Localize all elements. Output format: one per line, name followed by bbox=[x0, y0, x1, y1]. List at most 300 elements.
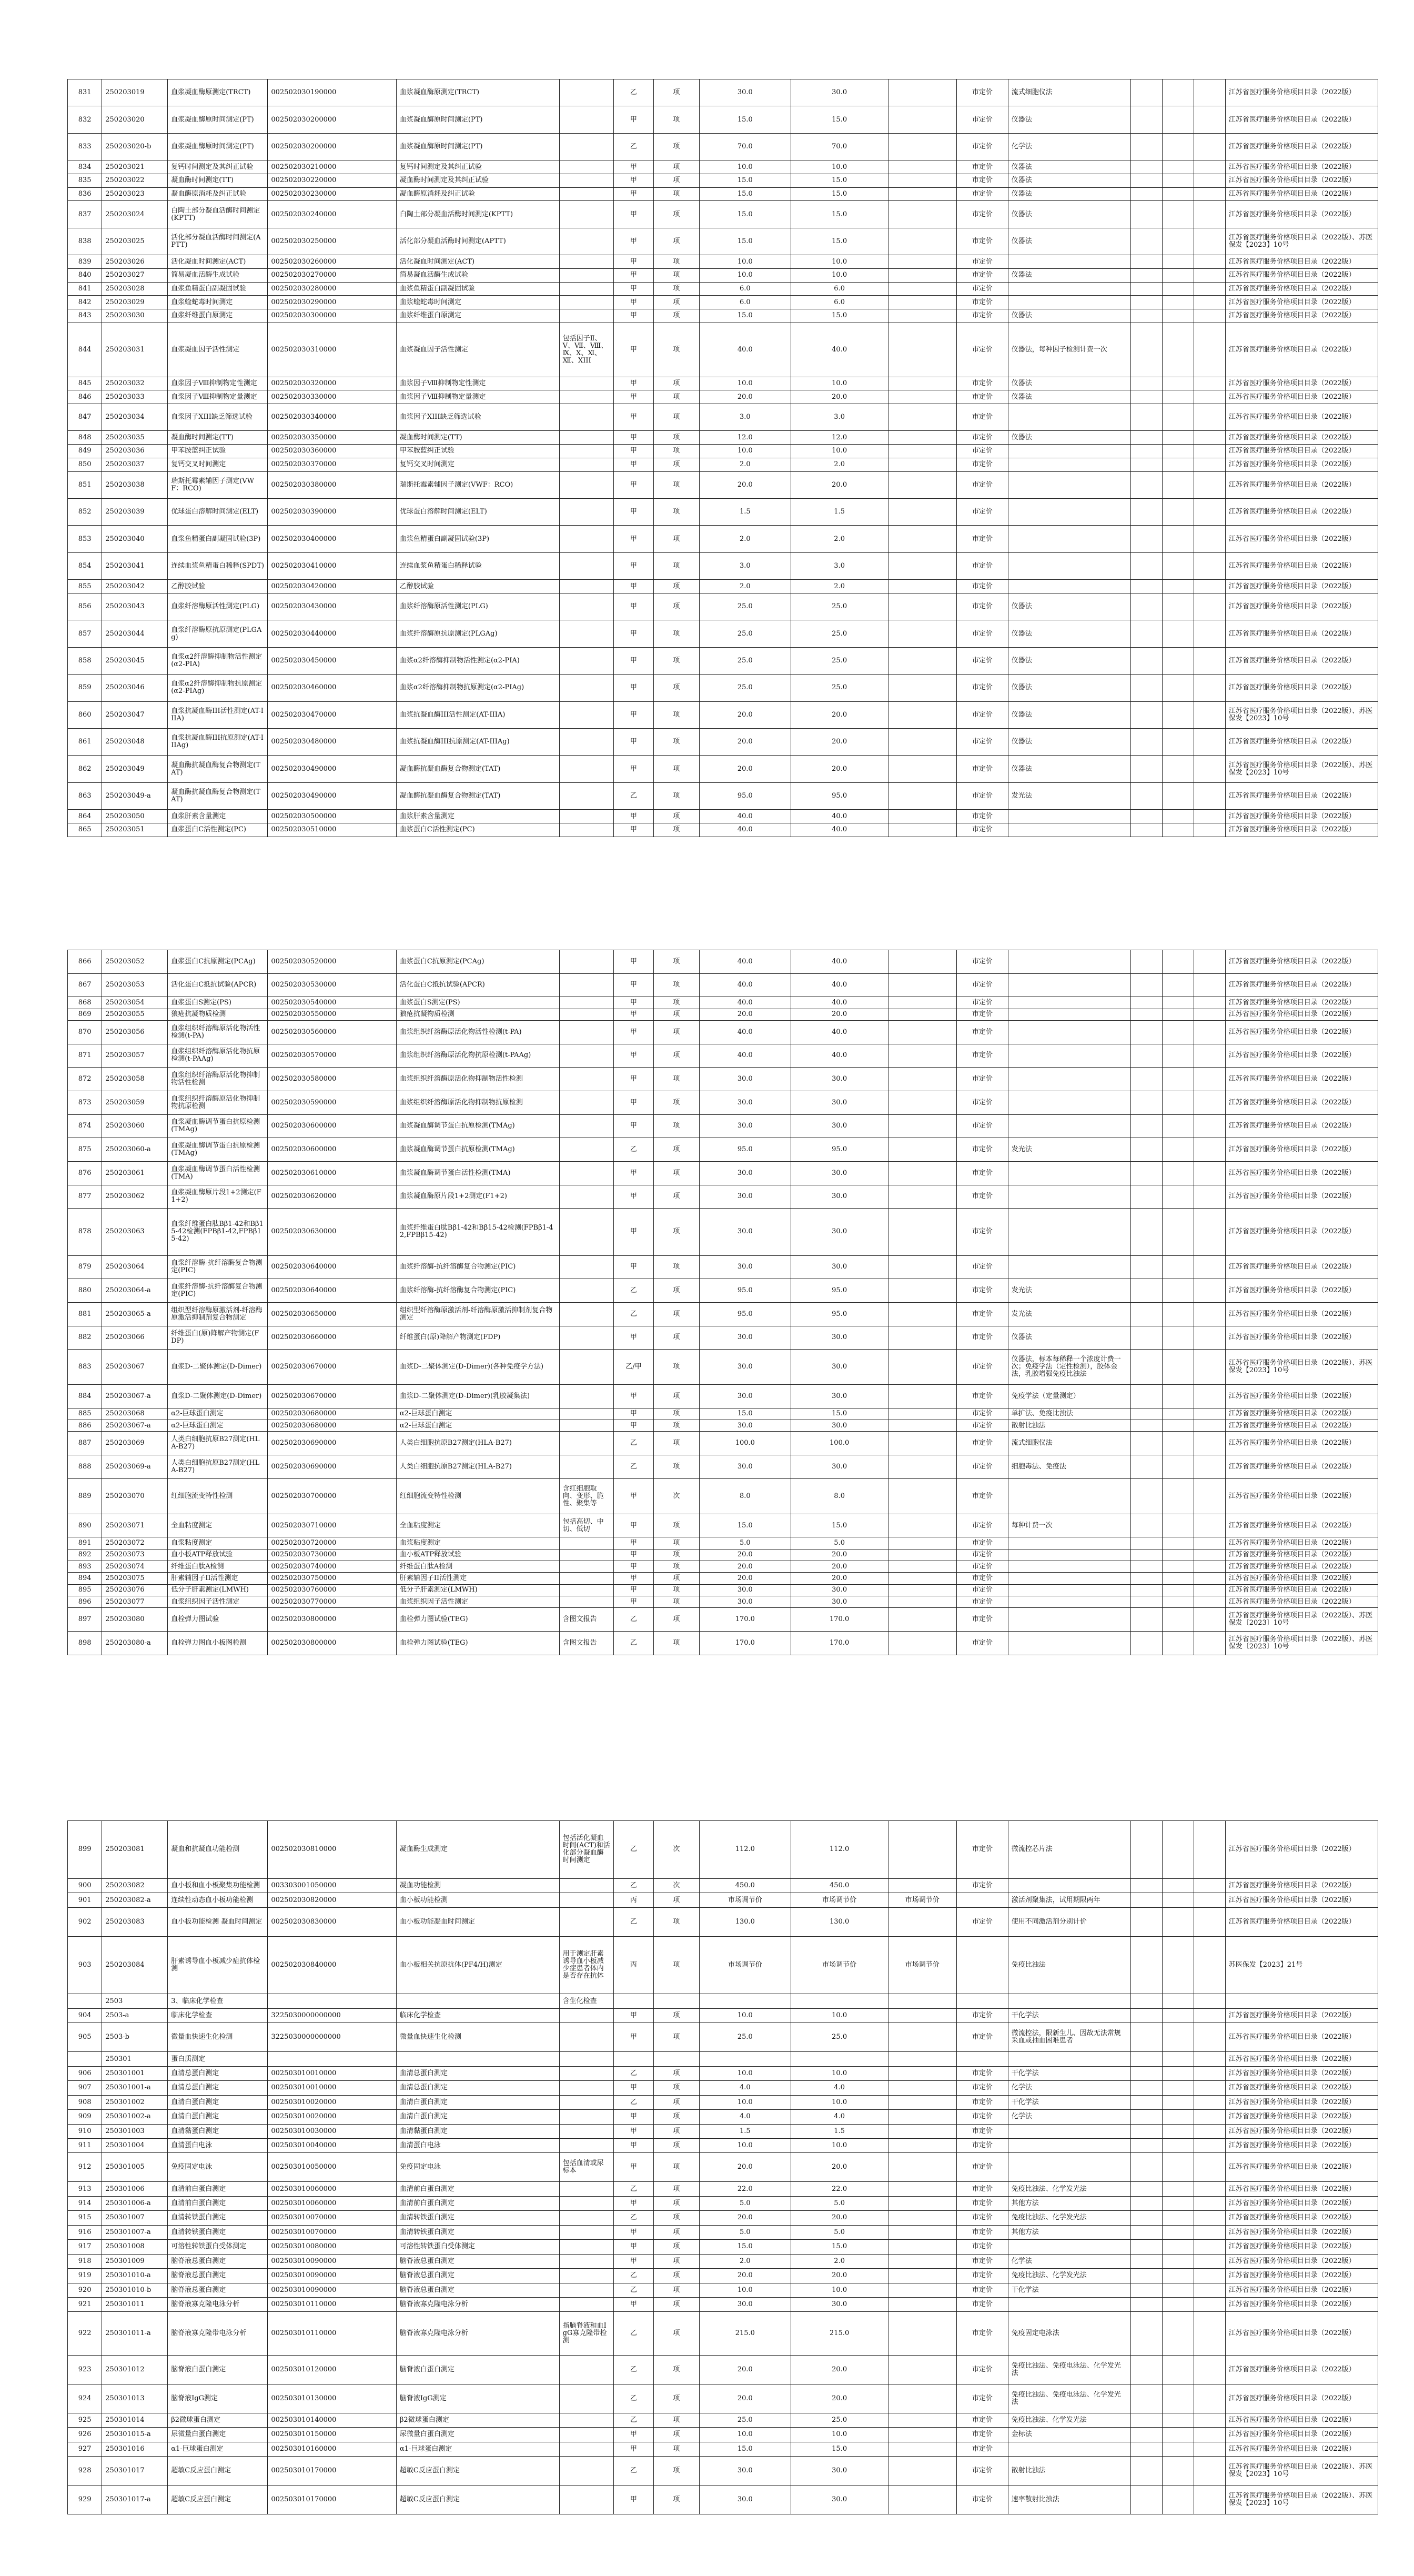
table-row bbox=[68, 282, 1378, 296]
table-cell: 甲 bbox=[613, 1420, 653, 1432]
table-cell: 912 bbox=[68, 2153, 102, 2182]
table-row bbox=[68, 1936, 1378, 1994]
table-cell bbox=[888, 1537, 956, 1549]
table-cell bbox=[1163, 2008, 1194, 2022]
table-cell: 血浆凝血酶原时间测定(PT) bbox=[168, 106, 268, 133]
table-cell: 市定价 bbox=[956, 2095, 1008, 2109]
table-cell: 30.0 bbox=[699, 1584, 791, 1596]
table-cell: 10.0 bbox=[791, 2066, 888, 2080]
table-cell bbox=[888, 1138, 956, 1162]
table-cell: 892 bbox=[68, 1549, 102, 1561]
table-cell: 837 bbox=[68, 201, 102, 228]
table-cell: 血栓弹力图血小板图检测 bbox=[168, 1632, 268, 1655]
table-cell: 干化学法 bbox=[1008, 2066, 1131, 2080]
table-cell bbox=[1163, 268, 1194, 282]
table-cell bbox=[1008, 1537, 1131, 1549]
table-cell: α1-巨球蛋白测定 bbox=[396, 2442, 559, 2456]
table-cell: 细胞毒法、免疫法 bbox=[1008, 1455, 1131, 1479]
table-cell: 乙 bbox=[613, 1878, 653, 1893]
table-cell bbox=[791, 1994, 888, 2008]
table-cell: 30.0 bbox=[791, 1161, 888, 1185]
table-cell bbox=[1163, 526, 1194, 552]
table-cell bbox=[1194, 1185, 1225, 1209]
table-cell: 002502030310000 bbox=[268, 323, 397, 377]
table-cell: 血浆鱼精蛋白副凝固试验(3P) bbox=[396, 526, 559, 552]
table-cell: 乙 bbox=[613, 2211, 653, 2225]
table-cell bbox=[559, 2139, 613, 2153]
table-cell: 江苏省医疗服务价格项目目录（2022版） bbox=[1225, 1020, 1378, 1044]
table-cell: 血浆凝血酶调节蛋白抗原检测(TMAg) bbox=[168, 1114, 268, 1138]
table-cell: 脑脊液白蛋白测定 bbox=[396, 2355, 559, 2384]
table-cell: 112.0 bbox=[791, 1821, 888, 1879]
table-cell bbox=[888, 390, 956, 404]
table-cell bbox=[559, 1068, 613, 1091]
table-cell: 乙 bbox=[613, 2066, 653, 2080]
table-cell: 甲 bbox=[613, 823, 653, 837]
table-cell bbox=[559, 1009, 613, 1020]
table-cell bbox=[1131, 79, 1163, 106]
table-cell: 40.0 bbox=[699, 1044, 791, 1068]
table-cell bbox=[559, 1537, 613, 1549]
table-cell bbox=[888, 1068, 956, 1091]
table-cell: 870 bbox=[68, 1020, 102, 1044]
table-cell: 江苏省医疗服务价格项目目录（2022版） bbox=[1225, 2095, 1378, 2109]
table-cell: 250203066 bbox=[102, 1326, 168, 1350]
table-cell bbox=[1194, 782, 1225, 809]
table-cell: 市定价 bbox=[956, 2196, 1008, 2210]
table-cell bbox=[1163, 580, 1194, 593]
table-cell: 微流控法，限新生儿、因故无法常规采血或抽血困难患者 bbox=[1008, 2023, 1131, 2052]
table-cell: 25.0 bbox=[699, 620, 791, 647]
table-cell bbox=[699, 2052, 791, 2066]
table-cell: 40.0 bbox=[791, 323, 888, 377]
table-cell: 20.0 bbox=[791, 729, 888, 756]
table-cell: 002502030620000 bbox=[268, 1185, 397, 1209]
table-cell: 5.0 bbox=[699, 1537, 791, 1549]
table-cell: 江苏省医疗服务价格项目目录（2022版） bbox=[1225, 174, 1378, 187]
table-cell: 项 bbox=[653, 1408, 699, 1420]
table-cell: 血小板ATP释放试验 bbox=[396, 1549, 559, 1561]
table-cell: 项 bbox=[653, 2095, 699, 2109]
table-cell: 15.0 bbox=[699, 174, 791, 187]
table-cell: 250301005 bbox=[102, 2153, 168, 2182]
table-cell: 项 bbox=[653, 404, 699, 431]
table-cell: 002502030250000 bbox=[268, 228, 397, 255]
table-cell: 002502030480000 bbox=[268, 729, 397, 756]
table-cell bbox=[1194, 404, 1225, 431]
table-cell bbox=[559, 997, 613, 1009]
table-cell: 市场调节价 bbox=[699, 1893, 791, 1907]
table-cell: 市定价 bbox=[956, 2312, 1008, 2355]
table-cell: 江苏省医疗服务价格项目目录（2022版）、苏医保发【2023】10号 bbox=[1225, 228, 1378, 255]
table-cell: 40.0 bbox=[791, 950, 888, 974]
table-cell: 市定价 bbox=[956, 2124, 1008, 2138]
table-cell: 250203067-a bbox=[102, 1420, 168, 1432]
table-cell: 15.0 bbox=[699, 1408, 791, 1420]
table-cell: 2503-b bbox=[102, 2023, 168, 2052]
table-cell: 江苏省医疗服务价格项目目录（2022版） bbox=[1225, 201, 1378, 228]
table-cell: 4.0 bbox=[699, 2110, 791, 2124]
table-cell: 888 bbox=[68, 1455, 102, 1479]
table-cell bbox=[1194, 1279, 1225, 1303]
table-cell bbox=[1163, 2081, 1194, 2095]
table-cell bbox=[559, 1091, 613, 1114]
table-cell bbox=[559, 2023, 613, 2052]
table-cell: 江苏省医疗服务价格项目目录（2022版） bbox=[1225, 1185, 1378, 1209]
table-cell bbox=[1194, 2066, 1225, 2080]
table-cell bbox=[1163, 2312, 1194, 2355]
table-cell: 项 bbox=[653, 1326, 699, 1350]
table-cell: 脑脊液寡克隆带电泳分析 bbox=[168, 2312, 268, 2355]
table-cell bbox=[1163, 323, 1194, 377]
table-cell bbox=[559, 1302, 613, 1326]
table-cell: 仪器法 bbox=[1008, 228, 1131, 255]
table-cell: 血浆粘度测定 bbox=[396, 1537, 559, 1549]
table-cell bbox=[888, 445, 956, 458]
table-cell: 002503010070000 bbox=[268, 2225, 397, 2239]
table-row bbox=[68, 1994, 1378, 2008]
table-cell bbox=[1163, 973, 1194, 997]
table-cell bbox=[559, 1455, 613, 1479]
table-cell: 江苏省医疗服务价格项目目录（2022版） bbox=[1225, 950, 1378, 974]
table-cell: 甲 bbox=[613, 1408, 653, 1420]
table-row bbox=[68, 471, 1378, 498]
table-cell: 20.0 bbox=[791, 756, 888, 782]
table-cell: 丙 bbox=[613, 1936, 653, 1994]
table-cell: 002502030800000 bbox=[268, 1608, 397, 1632]
table-cell: 15.0 bbox=[791, 201, 888, 228]
table-cell: 仪器法 bbox=[1008, 390, 1131, 404]
table-cell: 40.0 bbox=[791, 973, 888, 997]
table-cell: 血浆纤溶酶原活性测定(PLG) bbox=[168, 593, 268, 620]
table-cell bbox=[396, 1994, 559, 2008]
table-cell: 002502030470000 bbox=[268, 701, 397, 728]
table-cell: 项 bbox=[653, 823, 699, 837]
table-cell bbox=[888, 1432, 956, 1455]
table-cell bbox=[888, 2052, 956, 2066]
table-cell: 15.0 bbox=[791, 309, 888, 323]
price-table-page-1 bbox=[67, 79, 1378, 837]
table-cell bbox=[559, 950, 613, 974]
table-cell: 血清蛋白电泳 bbox=[396, 2139, 559, 2153]
table-cell bbox=[559, 296, 613, 309]
table-cell: 15.0 bbox=[791, 106, 888, 133]
table-cell bbox=[1131, 2413, 1163, 2427]
table-cell: 项 bbox=[653, 810, 699, 823]
table-cell: 江苏省医疗服务价格项目目录（2022版） bbox=[1225, 1326, 1378, 1350]
table-cell bbox=[1194, 2269, 1225, 2283]
table-cell: 002502030560000 bbox=[268, 1020, 397, 1044]
table-cell: 002503010070000 bbox=[268, 2211, 397, 2225]
table-cell: 甲 bbox=[613, 1255, 653, 1279]
table-cell bbox=[1194, 701, 1225, 728]
table-cell bbox=[268, 2052, 397, 2066]
table-cell: 甲 bbox=[613, 1537, 653, 1549]
table-cell: 002502030420000 bbox=[268, 580, 397, 593]
table-cell: 血浆α2纤溶酶抑制物抗原测定(α2-PIAg) bbox=[396, 675, 559, 701]
table-cell bbox=[699, 1994, 791, 2008]
table-cell: 250203050 bbox=[102, 810, 168, 823]
table-cell: 市定价 bbox=[956, 2297, 1008, 2311]
table-cell: 项 bbox=[653, 2023, 699, 2052]
table-cell: 15.0 bbox=[791, 174, 888, 187]
table-cell: 低分子肝素测定(LMWH) bbox=[168, 1584, 268, 1596]
table-cell bbox=[888, 2283, 956, 2297]
table-cell: 002503010090000 bbox=[268, 2269, 397, 2283]
table-cell: 单扩法、免疫比浊法 bbox=[1008, 1408, 1131, 1420]
table-cell bbox=[1194, 2312, 1225, 2355]
table-cell: 低分子肝素测定(LMWH) bbox=[396, 1584, 559, 1596]
table-cell bbox=[1194, 1478, 1225, 1514]
table-cell: 002502030230000 bbox=[268, 187, 397, 201]
table-cell: 921 bbox=[68, 2297, 102, 2311]
table-cell: 250203042 bbox=[102, 580, 168, 593]
table-cell: 血浆蛋白C活性测定(PC) bbox=[168, 823, 268, 837]
table-cell: 855 bbox=[68, 580, 102, 593]
table-cell: 仪器法 bbox=[1008, 160, 1131, 174]
table-cell bbox=[1131, 1209, 1163, 1255]
table-cell: 项 bbox=[653, 1068, 699, 1091]
table-cell bbox=[1194, 1068, 1225, 1091]
table-cell: 甲 bbox=[613, 2428, 653, 2442]
table-cell bbox=[559, 2240, 613, 2254]
table-cell: 250203049 bbox=[102, 756, 168, 782]
table-cell: 血浆凝血酶调节蛋白抗原检测(TMAg) bbox=[396, 1138, 559, 1162]
table-cell bbox=[559, 1596, 613, 1608]
table-cell: 项 bbox=[653, 526, 699, 552]
table-cell bbox=[559, 580, 613, 593]
table-cell: 002502030700000 bbox=[268, 1478, 397, 1514]
table-cell: 脑脊液总蛋白测定 bbox=[168, 2283, 268, 2297]
table-cell: 江苏省医疗服务价格项目目录（2022版） bbox=[1225, 1209, 1378, 1255]
table-cell: 项 bbox=[653, 2211, 699, 2225]
table-cell: 市定价 bbox=[956, 2081, 1008, 2095]
table-cell bbox=[1194, 1009, 1225, 1020]
table-cell: 市定价 bbox=[956, 201, 1008, 228]
table-cell: 市定价 bbox=[956, 1514, 1008, 1537]
table-cell bbox=[559, 729, 613, 756]
table-cell bbox=[559, 1878, 613, 1893]
table-cell: 002503010080000 bbox=[268, 2240, 397, 2254]
table-cell bbox=[1131, 1632, 1163, 1655]
table-cell: 连续血浆鱼精蛋白稀释试验 bbox=[396, 552, 559, 579]
table-cell bbox=[1008, 404, 1131, 431]
table-cell: α2-巨球蛋白测定 bbox=[396, 1408, 559, 1420]
table-row bbox=[68, 255, 1378, 269]
table-cell: 项 bbox=[653, 1302, 699, 1326]
table-cell bbox=[1163, 1907, 1194, 1936]
table-cell bbox=[559, 2052, 613, 2066]
table-cell: 血浆蛋白C抗原测定(PCAg) bbox=[168, 950, 268, 974]
table-cell: 30.0 bbox=[699, 1350, 791, 1385]
table-cell bbox=[1194, 1114, 1225, 1138]
table-cell: 项 bbox=[653, 2081, 699, 2095]
table-cell: 项 bbox=[653, 2182, 699, 2196]
table-cell: 836 bbox=[68, 187, 102, 201]
table-cell: 江苏省医疗服务价格项目目录（2022版） bbox=[1225, 2384, 1378, 2413]
table-cell: 甲 bbox=[613, 1020, 653, 1044]
table-cell: 859 bbox=[68, 675, 102, 701]
table-cell bbox=[888, 404, 956, 431]
table-cell: 免疫比浊法、化学发光法 bbox=[1008, 2182, 1131, 2196]
table-cell: 95.0 bbox=[791, 1302, 888, 1326]
table-cell bbox=[1194, 2442, 1225, 2456]
table-cell: 瑞斯托霉素辅因子测定(VWF：RCO) bbox=[168, 471, 268, 498]
table-cell: 血清前白蛋白测定 bbox=[396, 2196, 559, 2210]
table-cell: 甲 bbox=[613, 2139, 653, 2153]
table-cell: 江苏省医疗服务价格项目目录（2022版）、苏医保发〔2023〕10号 bbox=[1225, 1608, 1378, 1632]
table-cell bbox=[888, 552, 956, 579]
table-cell bbox=[1163, 552, 1194, 579]
table-cell: 30.0 bbox=[699, 2485, 791, 2514]
table-cell bbox=[1131, 1608, 1163, 1632]
table-cell bbox=[1008, 1573, 1131, 1584]
table-cell: 甲 bbox=[613, 282, 653, 296]
table-cell: 乙 bbox=[613, 2312, 653, 2355]
table-cell bbox=[1163, 1138, 1194, 1162]
table-cell: 市定价 bbox=[956, 296, 1008, 309]
table-cell: 项 bbox=[653, 2297, 699, 2311]
table-cell: 002502030270000 bbox=[268, 268, 397, 282]
table-cell bbox=[1131, 1878, 1163, 1893]
table-cell: 仪器法 bbox=[1008, 187, 1131, 201]
table-cell: 甲 bbox=[613, 309, 653, 323]
table-cell: 20.0 bbox=[791, 1549, 888, 1561]
table-cell: 脑脊液IgG测定 bbox=[396, 2384, 559, 2413]
table-cell bbox=[1163, 2240, 1194, 2254]
table-cell bbox=[1194, 2139, 1225, 2153]
table-cell bbox=[1163, 620, 1194, 647]
table-cell: 002502030720000 bbox=[268, 1537, 397, 1549]
table-cell bbox=[613, 1994, 653, 2008]
table-cell: 项 bbox=[653, 580, 699, 593]
table-cell: 250301015-a bbox=[102, 2428, 168, 2442]
table-cell bbox=[1163, 187, 1194, 201]
table-cell bbox=[1008, 973, 1131, 997]
table-cell bbox=[1008, 2297, 1131, 2311]
table-cell: 5.0 bbox=[699, 2196, 791, 2210]
table-cell: 250203039 bbox=[102, 498, 168, 525]
table-cell: 江苏省医疗服务价格项目目录（2022版） bbox=[1225, 2442, 1378, 2456]
table-row bbox=[68, 2442, 1378, 2456]
table-cell: 3.0 bbox=[791, 552, 888, 579]
table-cell: 250203020 bbox=[102, 106, 168, 133]
table-cell: 市定价 bbox=[956, 2384, 1008, 2413]
table-cell bbox=[888, 1632, 956, 1655]
table-cell: 甲 bbox=[613, 2124, 653, 2138]
table-cell: β2微球蛋白测定 bbox=[396, 2413, 559, 2427]
table-cell: 项 bbox=[653, 2240, 699, 2254]
table-cell bbox=[888, 2008, 956, 2022]
table-cell: 可溶性转铁蛋白受体测定 bbox=[396, 2240, 559, 2254]
table-cell: 江苏省医疗服务价格项目目录（2022版） bbox=[1225, 296, 1378, 309]
table-cell: 市定价 bbox=[956, 1596, 1008, 1608]
table-cell bbox=[1194, 620, 1225, 647]
table-cell: 江苏省医疗服务价格项目目录（2022版） bbox=[1225, 1596, 1378, 1608]
table-cell: 江苏省医疗服务价格项目目录（2022版）、苏医保发【2023】10号 bbox=[1225, 701, 1378, 728]
table-cell: 血清转铁蛋白测定 bbox=[396, 2211, 559, 2225]
table-cell bbox=[1131, 2269, 1163, 2283]
table-cell bbox=[1194, 1326, 1225, 1350]
table-cell bbox=[559, 458, 613, 471]
table-cell: 其他方法 bbox=[1008, 2196, 1131, 2210]
table-cell: 887 bbox=[68, 1432, 102, 1455]
table-cell: 项 bbox=[653, 498, 699, 525]
table-row bbox=[68, 2225, 1378, 2239]
table-cell: 甲 bbox=[613, 2254, 653, 2268]
table-cell: 活化凝血时间测定(ACT) bbox=[396, 255, 559, 269]
table-cell: 江苏省医疗服务价格项目目录（2022版）、苏医保发〔2023〕10号 bbox=[1225, 1632, 1378, 1655]
table-cell: 市定价 bbox=[956, 997, 1008, 1009]
table-cell bbox=[1163, 2182, 1194, 2196]
table-row bbox=[68, 1068, 1378, 1091]
table-cell bbox=[1194, 593, 1225, 620]
table-cell: 852 bbox=[68, 498, 102, 525]
table-cell: 914 bbox=[68, 2196, 102, 2210]
table-cell bbox=[1194, 1573, 1225, 1584]
table-cell: 血浆组织因子活性测定 bbox=[396, 1596, 559, 1608]
table-cell bbox=[1194, 2124, 1225, 2138]
table-cell bbox=[888, 1455, 956, 1479]
table-cell: 乙 bbox=[613, 133, 653, 160]
table-cell: 895 bbox=[68, 1584, 102, 1596]
table-cell: 10.0 bbox=[791, 2283, 888, 2297]
table-cell: 红细胞流变特性检测 bbox=[396, 1478, 559, 1514]
table-cell: 市定价 bbox=[956, 268, 1008, 282]
table-cell bbox=[1131, 404, 1163, 431]
table-cell: 20.0 bbox=[699, 1549, 791, 1561]
table-cell: 002502030220000 bbox=[268, 174, 397, 187]
table-cell: 项 bbox=[653, 2283, 699, 2297]
table-cell bbox=[888, 950, 956, 974]
table-cell bbox=[1131, 675, 1163, 701]
table-cell: 250203076 bbox=[102, 1584, 168, 1596]
table-cell: 血浆D-二聚体测定(D-Dimer) bbox=[168, 1385, 268, 1408]
table-cell bbox=[1008, 1068, 1131, 1091]
table-cell: 发光法 bbox=[1008, 1138, 1131, 1162]
table-cell: 20.0 bbox=[699, 2153, 791, 2182]
table-cell: 250301007-a bbox=[102, 2225, 168, 2239]
table-cell: 甲 bbox=[613, 2442, 653, 2456]
table-cell: 20.0 bbox=[699, 2211, 791, 2225]
table-cell bbox=[1008, 580, 1131, 593]
table-cell: 002502030590000 bbox=[268, 1091, 397, 1114]
table-cell bbox=[1194, 498, 1225, 525]
table-cell bbox=[1194, 1044, 1225, 1068]
table-cell: 市定价 bbox=[956, 1068, 1008, 1091]
table-cell: 血浆纤溶酶原抗原测定(PLGAg) bbox=[168, 620, 268, 647]
table-cell bbox=[1131, 1584, 1163, 1596]
table-cell bbox=[1131, 268, 1163, 282]
table-cell: 20.0 bbox=[791, 2269, 888, 2283]
table-cell: 250203080 bbox=[102, 1608, 168, 1632]
table-cell: 项 bbox=[653, 729, 699, 756]
table-cell: 878 bbox=[68, 1209, 102, 1255]
table-cell: 250301016 bbox=[102, 2442, 168, 2456]
table-cell: 次 bbox=[653, 1878, 699, 1893]
table-cell bbox=[1194, 201, 1225, 228]
table-cell bbox=[1163, 2124, 1194, 2138]
table-cell: 项 bbox=[653, 390, 699, 404]
table-cell: 市定价 bbox=[956, 1114, 1008, 1138]
table-cell: 250203024 bbox=[102, 201, 168, 228]
table-row bbox=[68, 1350, 1378, 1385]
table-cell: 40.0 bbox=[699, 323, 791, 377]
table-cell: 市定价 bbox=[956, 1608, 1008, 1632]
table-cell: 002502030360000 bbox=[268, 445, 397, 458]
table-cell bbox=[1131, 2008, 1163, 2022]
table-cell bbox=[888, 1114, 956, 1138]
